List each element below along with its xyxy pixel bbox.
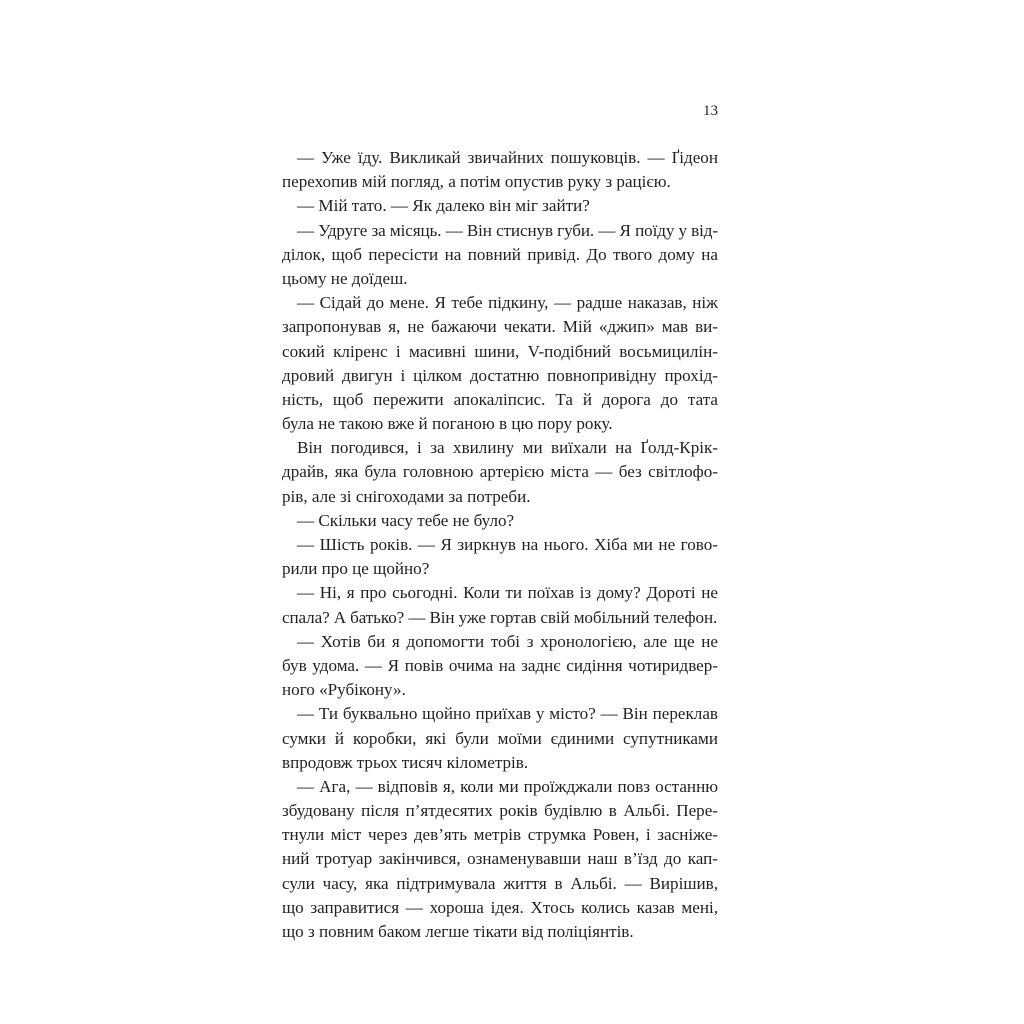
text-line: ного «Рубікону». (282, 680, 406, 700)
text-line: рів, але зі снігоходами за потреби. (282, 486, 531, 506)
text-line: — Уже їду. Викликай звичайних пошуковців. — Ґідеон (297, 148, 718, 167)
text-line: драйв, яка була головною артерією міста — без світлофо- (282, 462, 718, 482)
text-line: — Ти буквально щойно приїхав у місто? — Він переклав (297, 704, 718, 724)
text-line: — Удруге за місяць. — Він стиснув губи. — Я поїду у від- (297, 220, 718, 240)
text-line: був удома. — Я повів очима на заднє сидіння чотиридвер- (282, 655, 718, 675)
text-line: запропонував я, не бажаючи чекати. Мій «джип» мав ви- (282, 317, 718, 337)
text-line: дровий двигун і цілком достатню повнопривідну прохід- (282, 365, 718, 385)
text-line: спала? А батько? — Він уже гортав свій мобільний телефон. (282, 607, 718, 627)
text-line: ність, щоб пережити апокаліпсис. Та й дорога до тата (282, 389, 718, 409)
text-line: рили про це щойно? (282, 559, 430, 579)
text-line: — Сідай до мене. Я тебе підкину, — радше наказав, ніж (297, 293, 718, 313)
text-line: сумки й коробки, які були моїми єдиними супутниками (282, 728, 718, 748)
text-line: перехопив мій погляд, а потім опустив руку з рацією. (282, 172, 671, 192)
text-line: — Мій тато. — Як далеко він міг зайти? (297, 196, 590, 216)
text-line: була не такою вже й поганою в цю пору року. (282, 414, 613, 434)
text-line: сули часу, яка підтримувала життя в Альбі. — Вирішив, (282, 873, 718, 893)
text-line: Він погодився, і за хвилину ми виїхали на Ґолд-Крік- (297, 438, 718, 458)
text-line: ділок, щоб пересісти на повний привід. До твого дому на (282, 244, 718, 264)
text-line: що з повним баком легше тікати від поліціянтів. (282, 922, 634, 941)
text-line: сокий кліренс і масивні шини, V-подібний восьмицилін- (282, 341, 718, 361)
text-line: тнули міст через дев’ять метрів струмка Ровен, і засніже- (282, 825, 718, 845)
body-text (282, 146, 718, 944)
text-line: впродовж трьох тисяч кілометрів. (282, 752, 529, 772)
page-number: 13 (703, 103, 718, 119)
text-line: — Шість років. — Я зиркнув на нього. Хіба ми не гово- (297, 535, 718, 554)
text-line: — Ні, я про сьогодні. Коли ти поїхав із дому? Дороті не (297, 583, 718, 603)
text-line: — Хотів би я допомогти тобі з хронологією, але ще не (297, 631, 718, 651)
text-line: ний тротуар закінчився, ознаменувавши наш в’їзд до кап- (282, 849, 718, 869)
text-line: що заправитися — хороша ідея. Хтось колись казав мені, (282, 897, 718, 917)
text-line: — Ага, — відповів я, коли ми проїжджали повз останню (297, 776, 718, 796)
text-line: — Скільки часу тебе не було? (297, 510, 515, 530)
text-line: збудовану після п’ятдесятих років будівлю в Альбі. Пере- (282, 801, 718, 821)
text-line: цьому не доїдеш. (282, 268, 408, 288)
